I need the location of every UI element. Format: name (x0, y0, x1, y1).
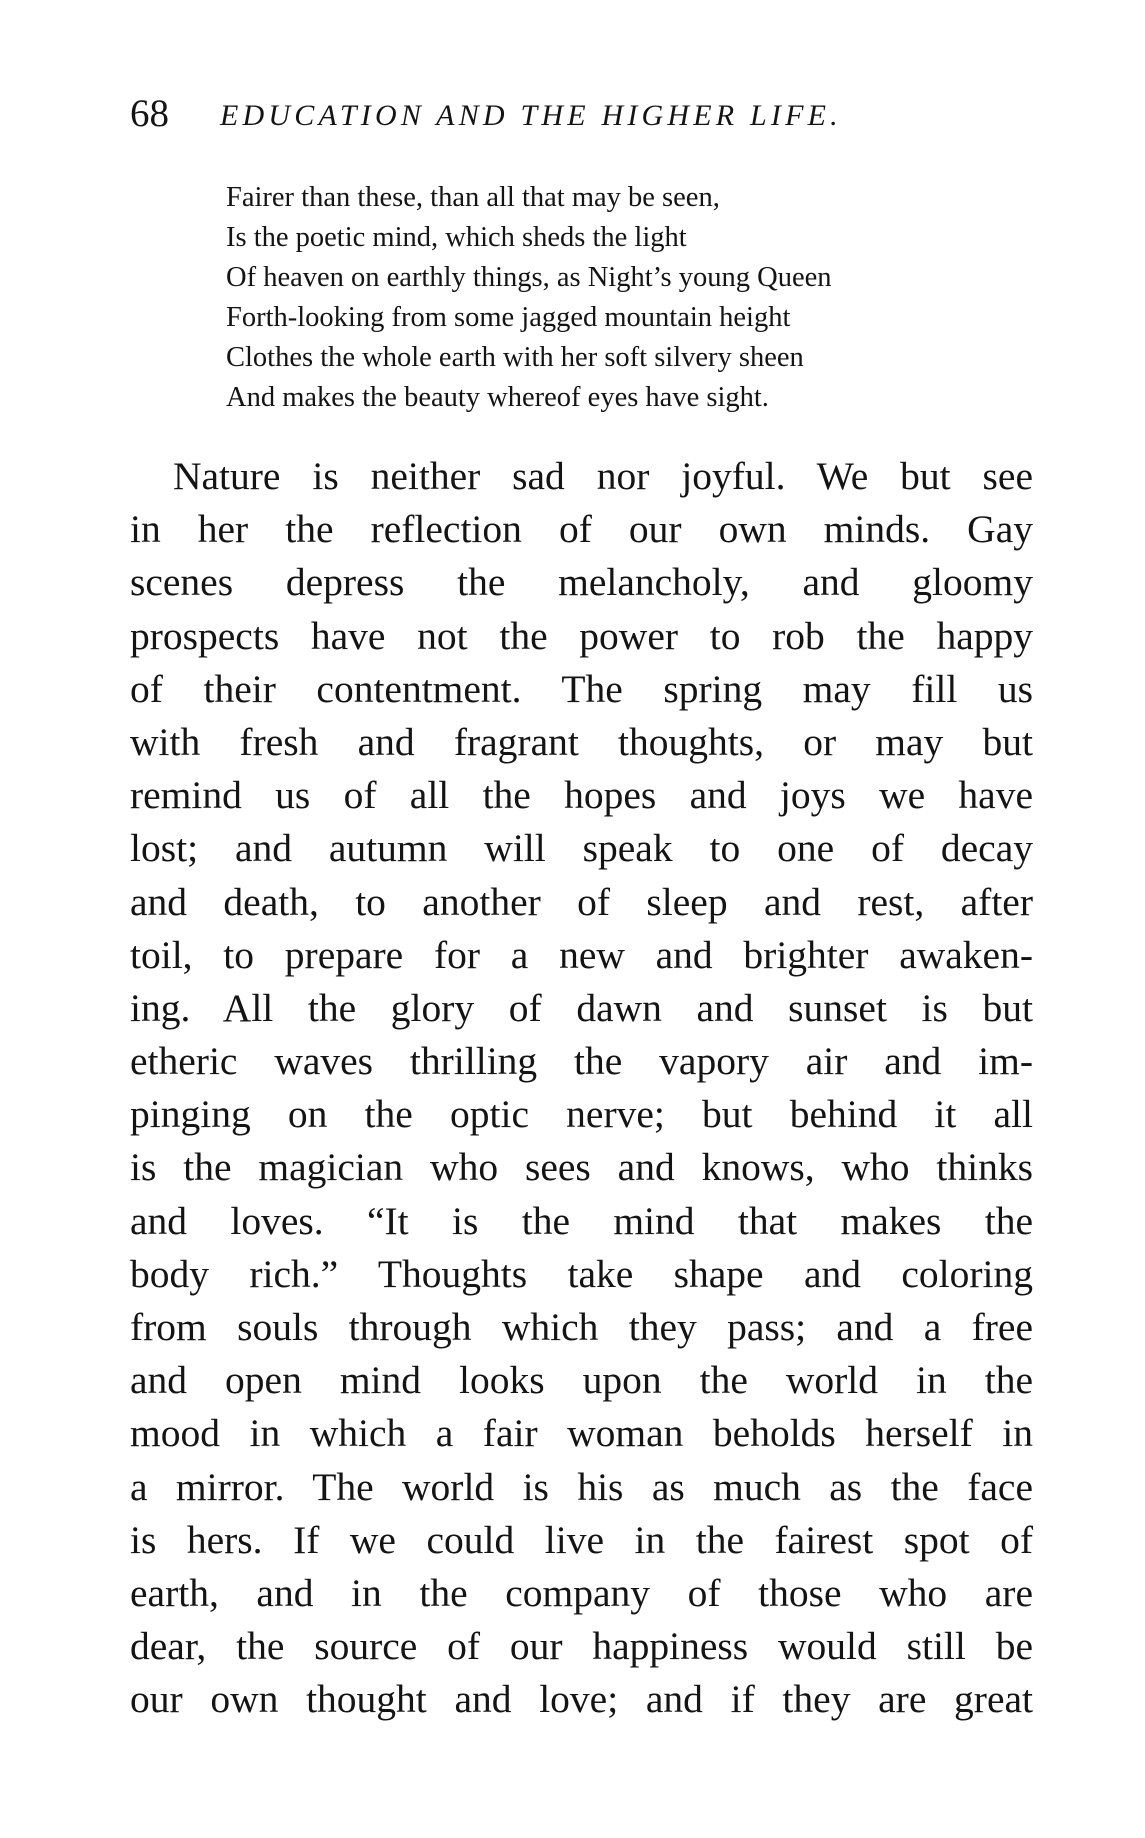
body-line: Nature is neither sad nor joyful. We but see (173, 454, 1033, 498)
body-line: and loves. “It is the mind that makes the (130, 1198, 1033, 1243)
body-line: etheric waves thrilling the vapory air and im- (130, 1039, 1033, 1084)
body-line: scenes depress the melancholy, and gloomy (130, 560, 1033, 605)
poem-line: Is the poetic mind, which sheds the light (226, 222, 687, 253)
page-number: 68 (130, 92, 169, 135)
poem-line: Forth-looking from some jagged mountain height (226, 302, 791, 333)
body-line: and open mind looks upon the world in the (130, 1358, 1033, 1403)
body-line: dear, the source of our happiness would still be (130, 1624, 1033, 1669)
body-line: ing. All the glory of dawn and sunset is but (130, 985, 1033, 1030)
body-line: and death, to another of sleep and rest, after (130, 879, 1033, 924)
poem-line: And makes the beauty whereof eyes have sight. (226, 382, 769, 413)
body-line: is hers. If we could live in the fairest spot of (130, 1517, 1033, 1562)
body-line: lost; and autumn will speak to one of decay (130, 826, 1033, 871)
body-line: toil, to prepare for a new and brighter awaken- (130, 932, 1033, 977)
body-line: mood in which a fair woman beholds herself in (130, 1411, 1033, 1456)
body-line: our own thought and love; and if they are great (130, 1677, 1033, 1722)
body-line: with fresh and fragrant thoughts, or may but (130, 719, 1033, 764)
body-line: of their contentment. The spring may fill us (130, 666, 1033, 711)
running-title: EDUCATION AND THE HIGHER LIFE. (220, 99, 842, 132)
page-header (130, 92, 950, 136)
body-line: from souls through which they pass; and a free (130, 1305, 1033, 1349)
poem-line: Clothes the whole earth with her soft silvery sheen (226, 342, 804, 373)
body-paragraph (130, 450, 1033, 1727)
poem-line: Of heaven on earthly things, as Night’s young Queen (226, 262, 832, 293)
body-line: earth, and in the company of those who are (130, 1570, 1033, 1615)
poem-quotation (226, 178, 1006, 418)
body-line: a mirror. The world is his as much as the face (130, 1464, 1033, 1509)
body-line: body rich.” Thoughts take shape and coloring (130, 1251, 1033, 1296)
body-line: is the magician who sees and knows, who thinks (130, 1145, 1033, 1190)
body-line: prospects have not the power to rob the happy (130, 613, 1033, 658)
body-line: remind us of all the hopes and joys we have (130, 773, 1033, 818)
body-line: in her the reflection of our own minds. Gay (130, 507, 1033, 552)
poem-line: Fairer than these, than all that may be seen, (226, 182, 720, 213)
body-line: pinging on the optic nerve; but behind it all (130, 1092, 1033, 1137)
